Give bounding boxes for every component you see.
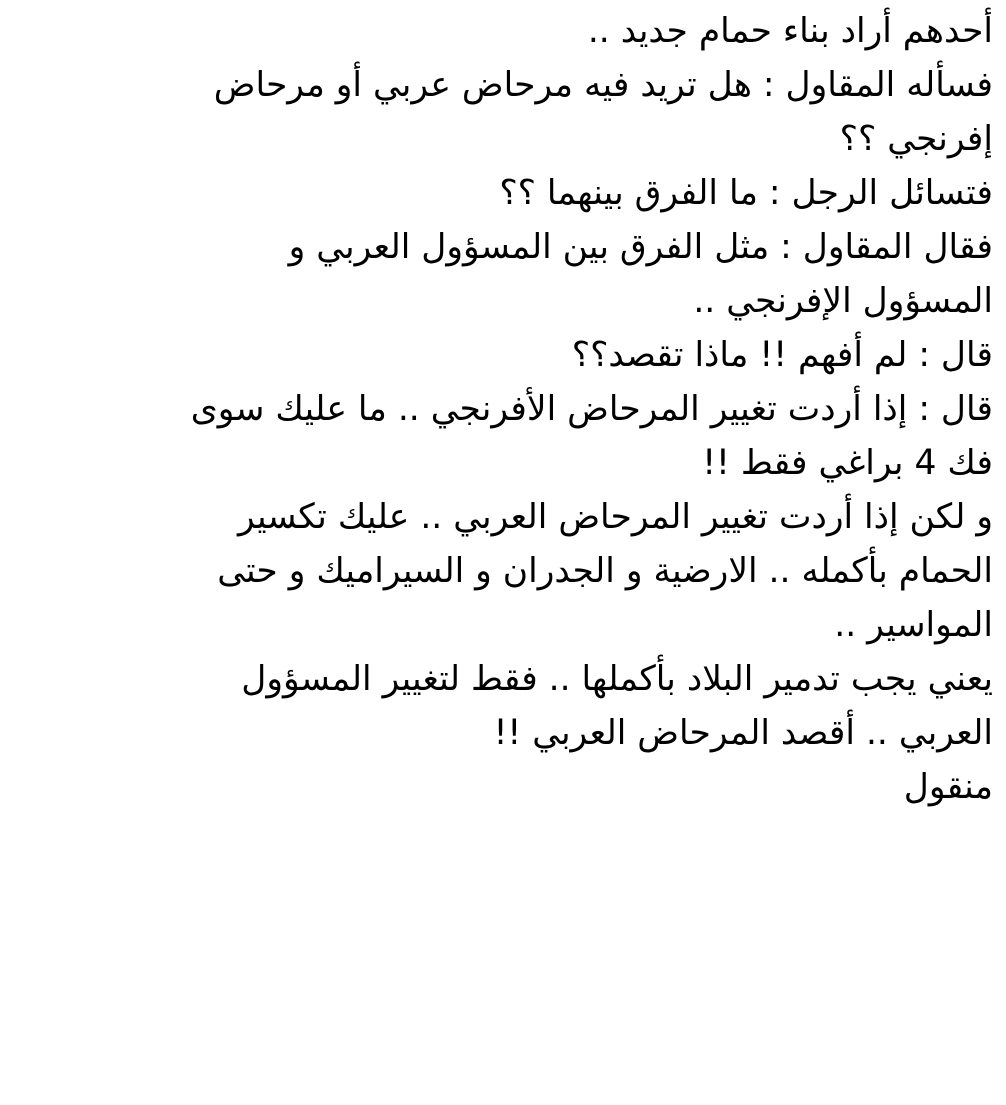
post-line-6: المسؤول الإفرنجي .. xyxy=(693,281,993,321)
post-line-9: فك 4 براغي فقط !! xyxy=(702,443,993,483)
post-line-15: منقول xyxy=(903,767,993,807)
post-line-12: المواسير .. xyxy=(834,605,993,645)
post-line-11: الحمام بأكمله .. الارضية و الجدران و السيراميك و حتى xyxy=(217,551,993,591)
post-body xyxy=(0,4,993,814)
post-line-8: قال : إذا أردت تغيير المرحاض الأفرنجي .. ما عليك سوى xyxy=(190,389,993,429)
post-line-3: إفرنجي ؟؟ xyxy=(839,119,993,159)
post-line-5: فقال المقاول : مثل الفرق بين المسؤول العربي و xyxy=(288,227,993,267)
post-line-2: فسأله المقاول : هل تريد فيه مرحاض عربي أو مرحاض xyxy=(213,65,993,105)
post-line-1: أحدهم أراد بناء حمام جديد .. xyxy=(587,11,993,51)
post-line-10: و لكن إذا أردت تغيير المرحاض العربي .. عليك تكسير xyxy=(238,497,993,537)
post-line-13: يعني يجب تدمير البلاد بأكملها .. فقط لتغيير المسؤول xyxy=(241,659,993,699)
post-line-4: فتسائل الرجل : ما الفرق بينهما ؟؟ xyxy=(499,173,993,213)
post-line-7: قال : لم أفهم !! ماذا تقصد؟؟ xyxy=(571,335,993,375)
post-line-14: العربي .. أقصد المرحاض العربي !! xyxy=(493,713,993,753)
